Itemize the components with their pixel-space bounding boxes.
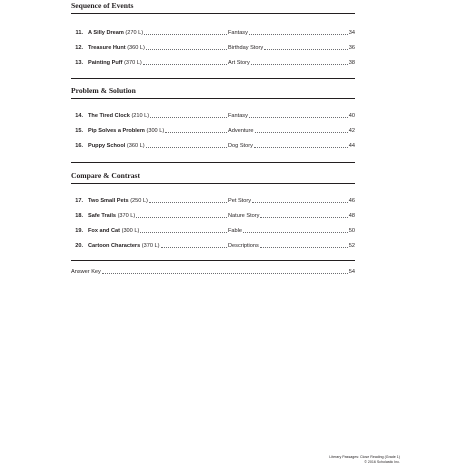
dot-leader [249, 117, 348, 118]
section-problem-solution [71, 85, 355, 154]
entry-page: 34 [348, 30, 355, 36]
entry-title: Fox and Cat [88, 228, 121, 234]
section-divider [71, 183, 355, 184]
entry-number: 18. [75, 213, 83, 219]
section-divider [71, 162, 355, 163]
toc-entry[interactable] [71, 209, 355, 224]
toc-entry[interactable] [71, 239, 355, 254]
entry-title: Safe Trails [88, 213, 116, 219]
answer-key-page: 54 [348, 269, 355, 275]
toc-entry[interactable] [71, 109, 355, 124]
entry-lexile: (250 L) [130, 198, 148, 204]
entry-genre: Fantasy [228, 30, 248, 36]
entry-page: 40 [348, 113, 355, 119]
entry-title: The Tired Clock [88, 113, 130, 119]
dot-leader [143, 64, 227, 65]
entry-genre: Fable [228, 228, 242, 234]
entry-lexile: (300 L) [146, 128, 165, 134]
answer-key-label: Answer Key [71, 269, 101, 275]
section-divider [71, 98, 355, 99]
entry-title: Puppy School [88, 143, 126, 149]
entry-title: Two Small Pets [88, 198, 129, 204]
entry-page: 36 [348, 45, 355, 51]
section-sequence-of-events [71, 0, 355, 71]
entry-number: 19. [75, 228, 83, 234]
entry-page: 44 [348, 143, 355, 149]
entry-number: 13. [75, 60, 83, 66]
dot-leader [260, 217, 347, 218]
entry-title: Painting Puff [88, 60, 123, 66]
toc-entry[interactable] [71, 124, 355, 139]
toc-entry[interactable] [71, 139, 355, 154]
dot-leader [161, 247, 227, 248]
toc-entry[interactable] [71, 194, 355, 209]
page-footer [329, 455, 400, 465]
dot-leader [264, 49, 348, 50]
entry-lexile: (300 L) [121, 228, 140, 234]
section-compare-contrast [71, 170, 355, 254]
footer-copyright: © 2016 Scholastic Inc. [364, 460, 400, 464]
entry-genre: Descriptions [228, 243, 259, 249]
entry-genre: Birthday Story [228, 45, 264, 51]
section-heading: Problem & Solution [71, 86, 136, 95]
dot-leader [149, 202, 227, 203]
entry-lexile: (360 L) [126, 143, 145, 149]
entry-number: 16. [75, 143, 83, 149]
entry-genre: Art Story [228, 60, 250, 66]
answer-key-entry[interactable] [71, 266, 355, 278]
entry-page: 46 [348, 198, 355, 204]
section-heading: Sequence of Events [71, 1, 134, 10]
dot-leader [255, 132, 348, 133]
section-divider [71, 78, 355, 79]
section-heading: Compare & Contrast [71, 171, 141, 180]
entry-lexile: (270 L) [125, 30, 144, 36]
entry-lexile: (370 L) [141, 243, 160, 249]
dot-leader [243, 232, 348, 233]
dot-leader [260, 247, 348, 248]
entry-lexile: (210 L) [131, 113, 150, 119]
entry-page: 38 [348, 60, 355, 66]
footer-book-title: Literary Passages: Close Reading (Grade 1) [329, 455, 400, 459]
entry-page: 42 [348, 128, 355, 134]
entry-number: 17. [75, 198, 83, 204]
entry-genre: Pet Story [228, 198, 252, 204]
entry-genre: Dog Story [228, 143, 253, 149]
toc-entry[interactable] [71, 224, 355, 239]
entry-number: 12. [75, 45, 83, 51]
entry-title: Pip Solves a Problem [88, 128, 145, 134]
entry-page: 48 [348, 213, 355, 219]
dot-leader [144, 34, 227, 35]
dot-leader [102, 273, 348, 274]
entry-title: Treasure Hunt [88, 45, 126, 51]
entry-page: 50 [348, 228, 355, 234]
section-divider [71, 260, 355, 261]
dot-leader [254, 147, 348, 148]
section-divider [71, 13, 355, 14]
entry-title: A Silly Dream [88, 30, 124, 36]
entry-genre: Adventure [228, 128, 254, 134]
entry-genre: Nature Story [228, 213, 260, 219]
dot-leader [165, 132, 227, 133]
entry-number: 20. [75, 243, 83, 249]
dot-leader [251, 64, 348, 65]
entry-title: Cartoon Characters [88, 243, 141, 249]
dot-leader [140, 232, 227, 233]
entry-number: 15. [75, 128, 83, 134]
toc-entry[interactable] [71, 56, 355, 71]
entry-number: 14. [75, 113, 83, 119]
dot-leader [146, 49, 227, 50]
dot-leader [146, 147, 227, 148]
dot-leader [252, 202, 348, 203]
entry-page: 52 [348, 243, 355, 249]
entry-lexile: (370 L) [124, 60, 142, 66]
entry-number: 11. [75, 30, 83, 36]
toc-entry[interactable] [71, 41, 355, 56]
dot-leader [150, 117, 227, 118]
toc-entry[interactable] [71, 26, 355, 41]
entry-genre: Fantasy [228, 113, 248, 119]
entry-lexile: (370 L) [117, 213, 136, 219]
dot-leader [249, 34, 348, 35]
entry-lexile: (360 L) [127, 45, 145, 51]
dot-leader [136, 217, 227, 218]
